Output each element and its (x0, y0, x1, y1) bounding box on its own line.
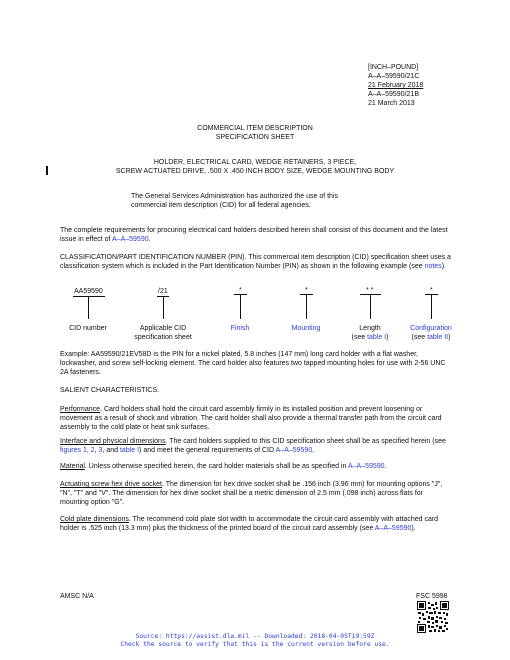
requirements-text: The complete requirements for procuring electrical card holders described herein shall consist of this document and the latest issue in effect of (60, 227, 448, 243)
coldplate-heading: Cold plate dimensions (60, 516, 129, 523)
document-number: A–A–59590/21C (368, 73, 420, 80)
paren: ) (448, 334, 451, 341)
label-configuration-line-2 (386, 333, 476, 342)
title-line-2: SPECIFICATION SHEET (215, 134, 295, 141)
superseding-date: 21 March 2013 (368, 100, 415, 107)
subtitle-line-1: HOLDER, ELECTRICAL CARD, WEDGE RETAINERS, 3 PIECE, (153, 159, 357, 166)
label-finish-link[interactable]: Finish (230, 325, 250, 332)
label-mounting-link[interactable]: Mounting (291, 325, 321, 332)
pin-part-finish: * (239, 287, 242, 294)
punct: . (312, 447, 315, 454)
punct: , and (102, 447, 120, 454)
pin-part-cid: AA59590 (74, 288, 103, 295)
tick (370, 294, 371, 319)
paren: (see (411, 334, 428, 341)
table-i-link[interactable]: table I (119, 447, 140, 454)
table-i-link[interactable]: table I (367, 334, 387, 341)
punct: . (384, 463, 387, 470)
cid-link[interactable]: A–A–59590 (374, 525, 412, 532)
punct: , (94, 447, 99, 454)
pin-part-mounting: * (305, 287, 308, 294)
interface-heading: Interface and physical dimensions (60, 438, 166, 445)
punct: , (86, 447, 91, 454)
performance-heading: Performance (60, 406, 101, 413)
label-cid-number: CID number (69, 325, 107, 332)
subtitle-line-2: SCREW ACTUATED DRIVE, .500 X .450 INCH BODY SIZE, WEDGE MOUNTING BODY (115, 168, 395, 175)
tick-cap (425, 294, 438, 295)
figure-3-link[interactable]: 3 (98, 447, 103, 454)
interface-text: . The card holders supplied to this CID specification sheet shall be as specified herein (see (165, 438, 446, 445)
screw-paragraph (60, 480, 452, 507)
screw-heading: Actuating screw hex drive socket (60, 481, 162, 488)
title-line-1: COMMERCIAL ITEM DESCRIPTION (197, 125, 313, 132)
amsc-label: AMSC N/A (60, 593, 94, 600)
tick (88, 297, 89, 319)
verify-line: Check the source to verify that this is the current version before use. (120, 641, 390, 648)
fsc-label: FSC 5998 (416, 593, 448, 600)
pin-part-length: * * (366, 287, 374, 294)
superseding-number: A–A–59590/21B (368, 91, 419, 98)
tick-cap (360, 294, 381, 295)
label-configuration (386, 324, 476, 342)
punct: . (148, 236, 151, 243)
pin-part-sheet: /21 (158, 288, 168, 295)
source-footer (0, 633, 510, 649)
example-paragraph: Example: AA59590/21EV58D is the PIN for a nickel plated, 5.8 inches (147 mm) long card holder with a flat washer, lockwasher, and screw self-locking element. The card holder also features two tapped mounting holes for use with 2-56 UNC 2A fasteners. (60, 351, 446, 376)
inch-pound-label: [INCH–POUND] (368, 64, 419, 71)
tick (240, 294, 241, 319)
material-paragraph (60, 462, 452, 471)
cid-link[interactable]: A–A–59590 (112, 236, 149, 243)
label-sheet-line-1: Applicable CID (139, 325, 187, 332)
label-sheet-line-2: specification sheet (134, 334, 192, 341)
punct: ). (411, 525, 416, 532)
tick (163, 297, 164, 319)
qr-code-icon (417, 601, 449, 633)
salient-heading: SALIENT CHARACTERISTICS. (60, 387, 160, 394)
coldplate-paragraph (60, 515, 452, 533)
tick (306, 294, 307, 319)
figure-2-link[interactable]: 2 (90, 447, 95, 454)
document-date: 21 February 2018 (368, 82, 424, 89)
underline (73, 296, 105, 297)
paren: (see (351, 334, 368, 341)
authorization-line-1: The General Services Administration has authorized the use of this (131, 193, 338, 200)
coldplate-text: . The recommend cold plate slot width to accommodate the circuit card assembly with attached card holder is .525 inch (13.3 mm) plus the thickness of the printed board of the circuit card assembly (see (60, 516, 439, 532)
performance-paragraph (60, 405, 452, 432)
material-text: . Unless otherwise specified herein, the card holder materials shall be as specified in (84, 463, 348, 470)
screw-text: . The dimension for hex drive socket shall be .156 inch (3.96 mm) for mounting options "J", "N", "T" and "V". The dimension for hex drive socket shall be a metric dimension of 2.5 mm (.098 inch) across flats for mounting option "G". (60, 481, 443, 506)
interface-paragraph (60, 437, 452, 455)
interface-text-2: ) and meet the general requirements of CID (139, 447, 276, 454)
configuration-link[interactable]: Configuration (410, 325, 452, 332)
tick (431, 294, 432, 319)
punct: ). (441, 263, 446, 270)
material-heading: Material (60, 463, 85, 470)
cid-link[interactable]: A–A–59590 (347, 463, 385, 470)
notes-link[interactable]: notes (424, 263, 442, 270)
performance-text: . Card holders shall hold the circuit card assembly firmly in its installed position and prevent loosening or movement as a result of shock and vibration. The card holder shall also provide a thermal transfer path from the circuit card assembly to the cold plate or heat sink surfaces. (60, 406, 442, 431)
classification-text: CLASSIFICATION/PART IDENTIFICATION NUMBER (PIN). This commercial item description (CID) specification sheet uses a classification system which is included in the Part Identification Number (PIN) as shown in the following example (see (60, 254, 451, 270)
figure-1-link[interactable]: figures 1 (60, 447, 87, 454)
tick-cap (234, 294, 247, 295)
table-ii-link[interactable]: table II (427, 334, 449, 341)
authorization-line-2: commercial item description (CID) for all federal agencies. (131, 202, 311, 209)
source-line[interactable]: Source: https://assist.dla.mil -- Downloaded: 2018-04-05T19:59Z (135, 633, 375, 640)
label-length-line-1: Length (359, 325, 381, 332)
cid-link[interactable]: A–A–59590 (275, 447, 313, 454)
tick-cap (300, 294, 313, 295)
pin-part-configuration: * (430, 287, 433, 294)
paren: ) (386, 334, 389, 341)
